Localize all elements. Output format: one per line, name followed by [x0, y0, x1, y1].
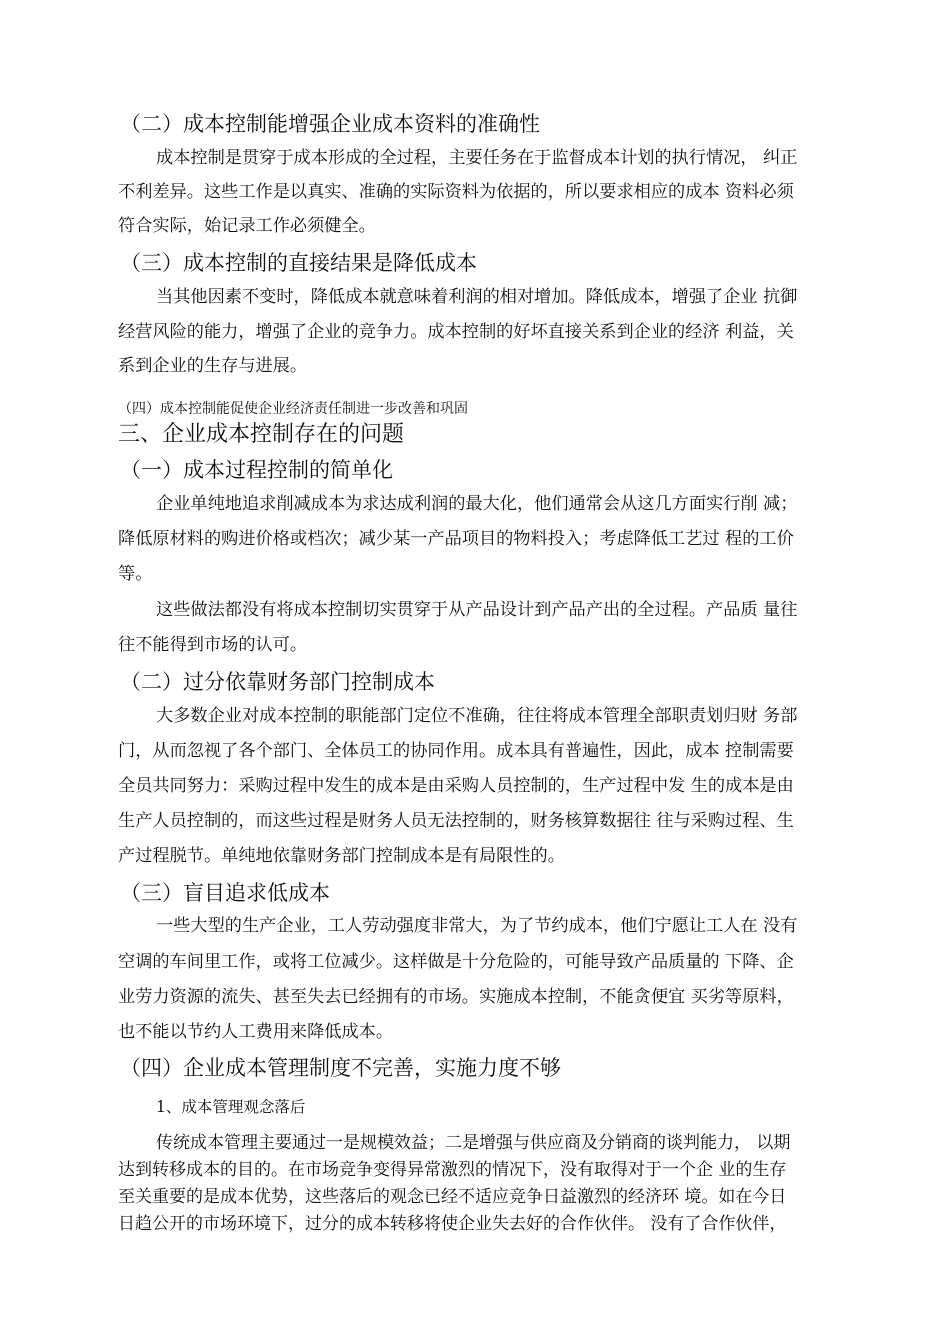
paragraph-line: 也不能以节约人工费用来降低成本。: [118, 1022, 394, 1042]
paragraph-line: 这些做法都没有将成本控制切实贯穿于从产品设计到产品产出的全过程。产品质 量往: [156, 600, 798, 620]
paragraph-line: 降低原材料的购进价格或档次；减少某一产品项目的物料投入；考虑降低工艺过 程的工价: [118, 529, 794, 549]
paragraph-line: 当其他因素不变时，降低成本就意味着利润的相对增加。降低成本，增强了企业 抗御: [156, 287, 798, 307]
section-heading: （四）企业成本管理制度不完善，实施力度不够: [120, 1056, 561, 1080]
paragraph-line: 门，从而忽视了各个部门、全体员工的协同作用。成本具有普遍性，因此，成本 控制需要: [118, 741, 794, 761]
paragraph-line: 空调的车间里工作，或将工位减少。这样做是十分危险的，可能导致产品质量的 下降、企: [118, 952, 794, 972]
paragraph-line: 生产人员控制的，而这些过程是财务人员无法控制的，财务核算数据往 往与采购过程、生: [118, 811, 794, 831]
paragraph-line: 传统成本管理主要通过一是规模效益；二是增强与供应商及分销商的谈判能力， 以期: [156, 1133, 791, 1153]
section-heading-small: （四）成本控制能促使企业经济责任制进一步改善和巩固: [118, 401, 468, 417]
paragraph-line: 系到企业的生存与进展。: [118, 356, 308, 376]
section-heading: （一）成本过程控制的简单化: [120, 458, 393, 482]
section-heading: （二）过分依靠财务部门控制成本: [120, 670, 435, 694]
paragraph-line: 大多数企业对成本控制的职能部门定位不准确，往往将成本管理全部职责划归财 务部: [156, 706, 798, 726]
paragraph-line: 至关重要的是成本优势，这些落后的观念已经不适应竞争日益激烈的经济环 境。如在今日: [118, 1187, 787, 1207]
paragraph-line: 等。: [118, 564, 153, 584]
paragraph-line: 企业单纯地追求削减成本为求达成利润的最大化，他们通常会从这几方面实行削 减；: [156, 494, 798, 514]
paragraph-line: 符合实际，始记录工作必须健全。: [118, 216, 376, 236]
chapter-heading: 三、企业成本控制存在的问题: [118, 422, 405, 447]
subsection-heading: 1、成本管理观念落后: [156, 1098, 306, 1116]
section-heading: （三）成本控制的直接结果是降低成本: [120, 251, 477, 275]
paragraph-line: 全员共同努力：采购过程中发生的成本是由采购人员控制的，生产过程中发 生的成本是由: [118, 776, 794, 796]
paragraph-line: 达到转移成本的目的。在市场竞争变得异常激烈的情况下，没有取得对于一个企 业的生存: [118, 1160, 787, 1180]
paragraph-line: 日趋公开的市场环境下，过分的成本转移将使企业失去好的合作伙伴。 没有了合作伙伴，: [118, 1214, 787, 1234]
paragraph-line: 业劳力资源的流失、甚至失去已经拥有的市场。实施成本控制，不能贪便宜 买劣等原料，: [118, 987, 794, 1007]
section-heading: （二）成本控制能增强企业成本资料的准确性: [120, 112, 540, 136]
paragraph-line: 不利差异。这些工作是以真实、准确的实际资料为依据的，所以要求相应的成本 资料必须: [118, 182, 794, 202]
paragraph-line: 经营风险的能力，增强了企业的竞争力。成本控制的好坏直接关系到企业的经济 利益，关: [118, 322, 794, 342]
paragraph-line: 产过程脱节。单纯地依靠财务部门控制成本是有局限性的。: [118, 846, 565, 866]
paragraph-line: 一些大型的生产企业，工人劳动强度非常大，为了节约成本，他们宁愿让工人在 没有: [156, 916, 798, 936]
paragraph-line: 往不能得到市场的认可。: [118, 635, 308, 655]
section-heading: （三）盲目追求低成本: [120, 881, 330, 905]
paragraph-line: 成本控制是贯穿于成本形成的全过程，主要任务在于监督成本计划的执行情况， 纠正: [156, 148, 798, 168]
